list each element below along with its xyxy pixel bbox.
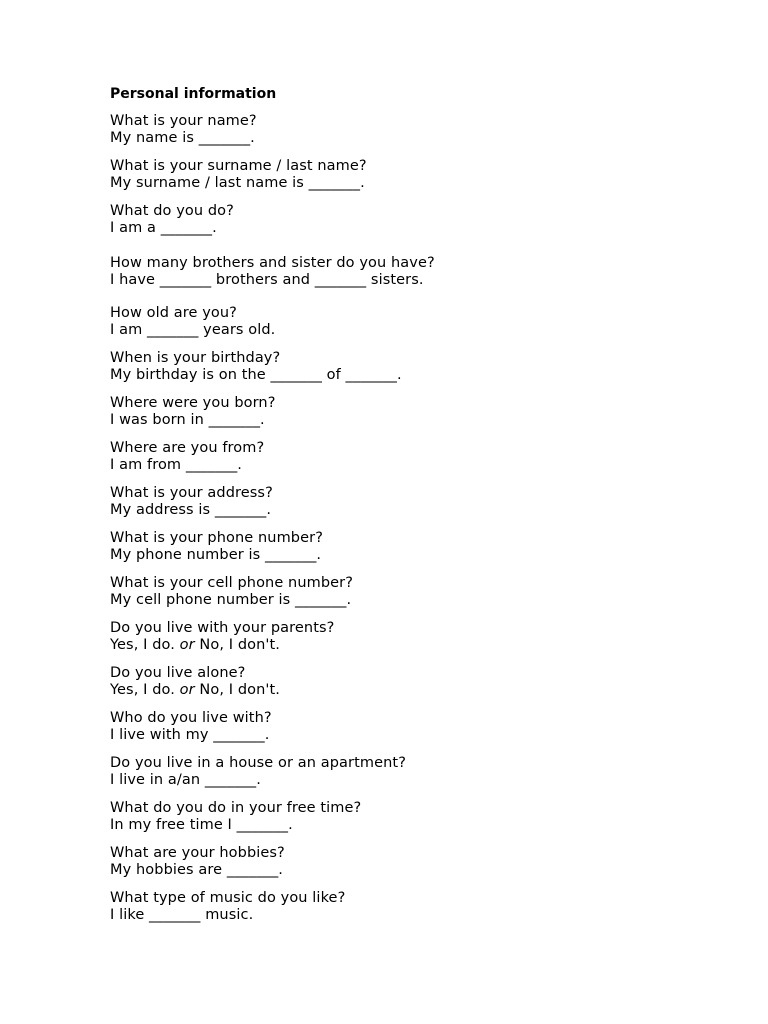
answer xyxy=(110,682,730,699)
answer-no: No, I don't. xyxy=(194,682,280,698)
qa-item-name xyxy=(110,113,730,147)
question: What type of music do you like? xyxy=(110,890,346,906)
answer: My cell phone number is _______. xyxy=(110,592,352,608)
question: What are your hobbies? xyxy=(110,845,285,861)
question: What is your surname / last name? xyxy=(110,158,367,174)
qa-item-age xyxy=(110,305,730,339)
question: Do you live with your parents? xyxy=(110,620,335,636)
question: Do you live in a house or an apartment? xyxy=(110,755,406,771)
qa-item-siblings xyxy=(110,255,730,289)
qa-item-hobbies xyxy=(110,845,730,879)
question: Where are you from? xyxy=(110,440,265,456)
answer-or: or xyxy=(179,682,195,698)
question: What is your phone number? xyxy=(110,530,323,546)
qa-item-cell-phone xyxy=(110,575,730,609)
answer-or: or xyxy=(179,637,195,653)
answer-yes: Yes, I do. xyxy=(110,682,180,698)
answer-no: No, I don't. xyxy=(194,637,280,653)
answer: I like _______ music. xyxy=(110,907,254,923)
answer: My address is _______. xyxy=(110,502,272,518)
qa-item-occupation xyxy=(110,203,730,237)
answer: My birthday is on the _______ of _______. xyxy=(110,367,402,383)
qa-item-live-with-parents xyxy=(110,620,730,654)
answer xyxy=(110,637,730,654)
qa-item-phone xyxy=(110,530,730,564)
answer: I live with my _______. xyxy=(110,727,270,743)
qa-item-free-time xyxy=(110,800,730,834)
question: Who do you live with? xyxy=(110,710,272,726)
question: What is your address? xyxy=(110,485,273,501)
question: How many brothers and sister do you have? xyxy=(110,255,435,271)
question: What is your name? xyxy=(110,113,257,129)
answer: I was born in _______. xyxy=(110,412,265,428)
answer-yes: Yes, I do. xyxy=(110,637,180,653)
qa-item-live-alone xyxy=(110,665,730,699)
question: What do you do in your free time? xyxy=(110,800,362,816)
qa-item-birthplace xyxy=(110,395,730,429)
answer: I have _______ brothers and _______ sisters. xyxy=(110,272,424,288)
question: When is your birthday? xyxy=(110,350,281,366)
question: What is your cell phone number? xyxy=(110,575,354,591)
qa-item-music xyxy=(110,890,730,924)
answer: My hobbies are _______. xyxy=(110,862,284,878)
answer: My name is _______. xyxy=(110,130,255,146)
page-title: Personal information xyxy=(110,86,277,102)
question: Do you live alone? xyxy=(110,665,246,681)
qa-item-live-with xyxy=(110,710,730,744)
question: How old are you? xyxy=(110,305,237,321)
answer: I am a _______. xyxy=(110,220,217,236)
answer: My phone number is _______. xyxy=(110,547,322,563)
qa-item-birthday xyxy=(110,350,730,384)
qa-item-housing xyxy=(110,755,730,789)
answer: In my free time I _______. xyxy=(110,817,293,833)
answer: I am _______ years old. xyxy=(110,322,276,338)
qa-item-surname xyxy=(110,158,730,192)
answer: I am from _______. xyxy=(110,457,243,473)
qa-item-origin xyxy=(110,440,730,474)
question: What do you do? xyxy=(110,203,234,219)
question: Where were you born? xyxy=(110,395,276,411)
answer: I live in a/an _______. xyxy=(110,772,261,788)
answer: My surname / last name is _______. xyxy=(110,175,365,191)
qa-item-address xyxy=(110,485,730,519)
